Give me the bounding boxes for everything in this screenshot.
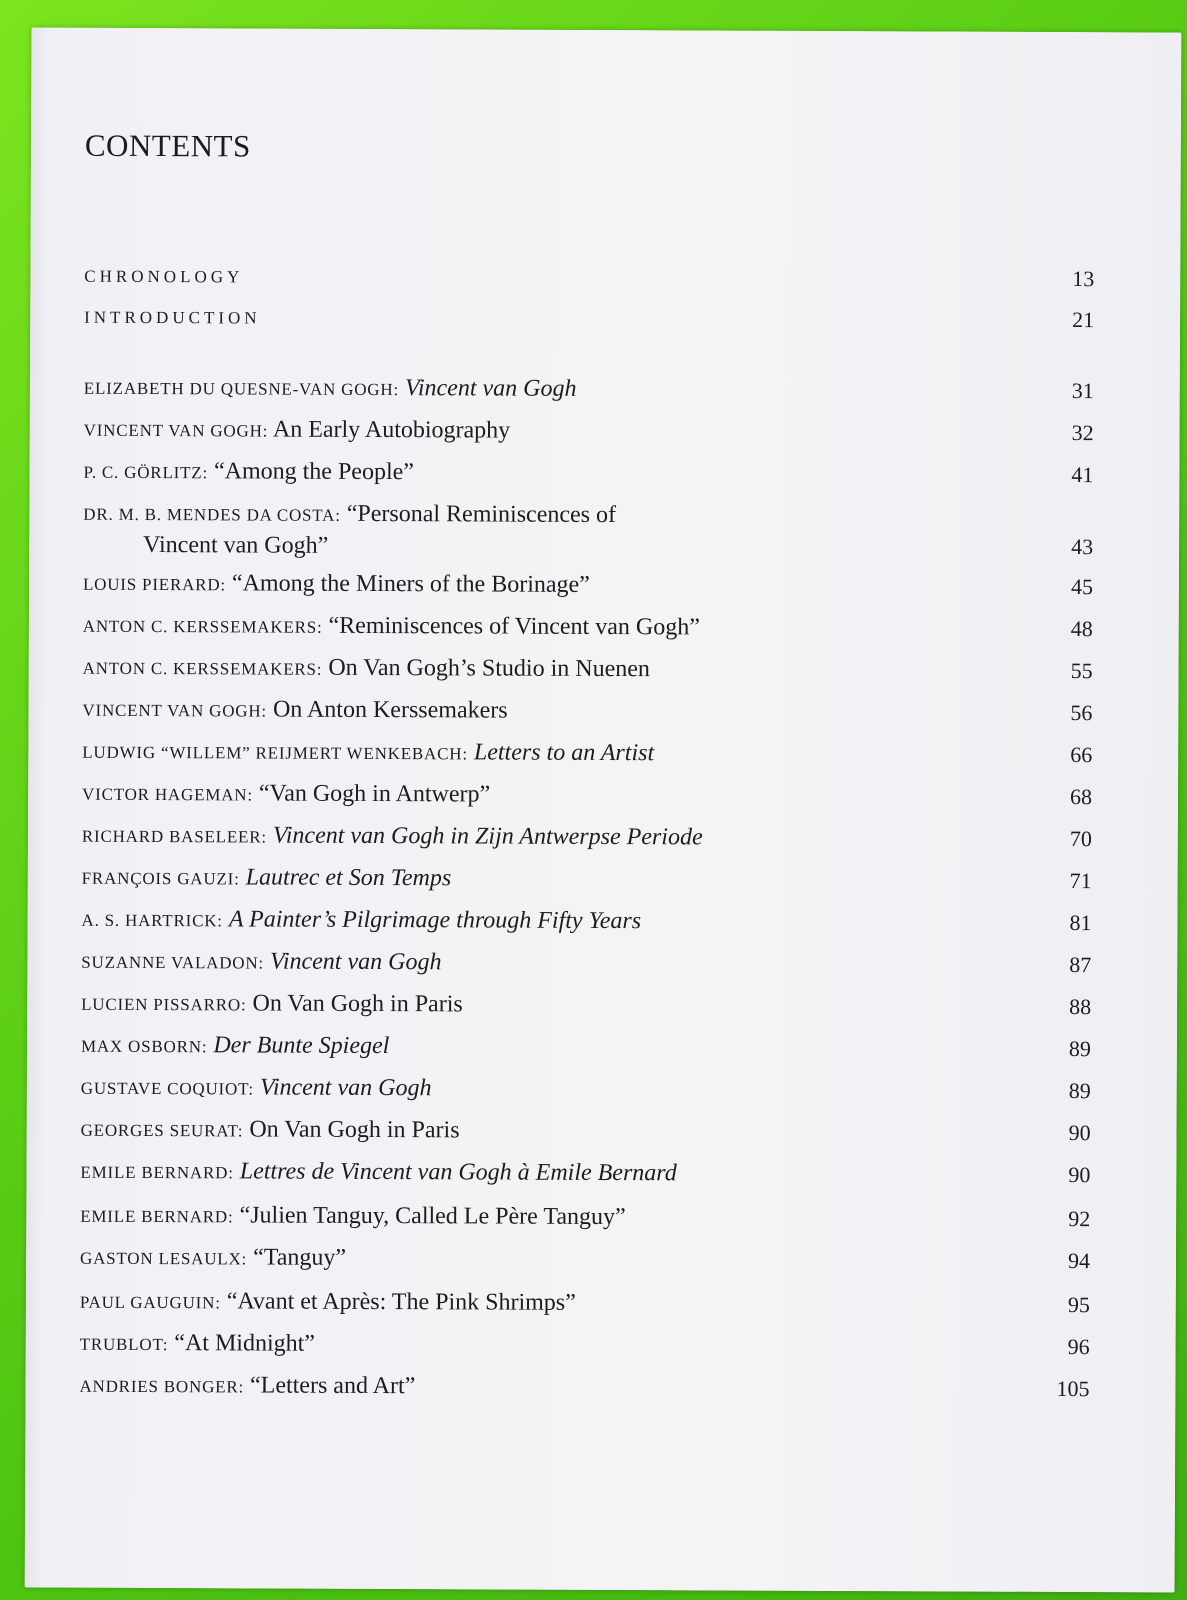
toc-entry	[83, 652, 1093, 688]
entry-author: DR. M. B. MENDES DA COSTA:	[83, 504, 341, 525]
toc-entry	[80, 1200, 1090, 1236]
page-number: 89	[1068, 1078, 1091, 1104]
page-number: 13	[1072, 266, 1095, 292]
entry-title: An Early Autobiography	[272, 416, 511, 444]
entry-author: ANTON C. KERSSEMAKERS:	[82, 658, 323, 679]
page-number: 21	[1072, 307, 1095, 333]
entry-title: “Tanguy”	[253, 1244, 347, 1271]
page-number: 41	[1071, 462, 1094, 488]
entry-author: MAX OSBORN:	[80, 1036, 208, 1057]
entry-title: Lautrec et Son Temps	[245, 864, 452, 892]
entry-title: A Painter’s Pilgrimage through Fifty Years	[228, 906, 642, 935]
entry-title: “Letters and Art”	[249, 1372, 416, 1400]
toc-entry	[83, 498, 1093, 564]
entry-author: VICTOR HAGEMAN:	[82, 784, 253, 805]
page-number: 70	[1069, 826, 1092, 852]
entry-title: Letters to an Artist	[473, 739, 655, 767]
toc-entry	[81, 1114, 1091, 1150]
toc-entry	[84, 372, 1094, 408]
page-number: 31	[1071, 378, 1094, 404]
entry-author: RICHARD BASELEER:	[81, 826, 267, 847]
entry-author: LUCIEN PISSARRO:	[81, 994, 247, 1015]
entry-author: GASTON LESAULX:	[79, 1248, 248, 1269]
toc-entry	[80, 1328, 1090, 1364]
section-label: INTRODUCTION	[84, 307, 261, 328]
toc-entry	[82, 862, 1092, 898]
contents-heading: CONTENTS	[84, 127, 251, 164]
entry-author: LUDWIG “WILLEM” REIJMERT WENKEBACH:	[82, 742, 468, 764]
page-number: 81	[1069, 910, 1092, 936]
entry-title: Vincent van Gogh	[259, 1074, 432, 1102]
entry-title: On Van Gogh’s Studio in Nuenen	[328, 654, 650, 683]
entry-title: “Among the People”	[213, 458, 415, 486]
entry-author: EMILE BERNARD:	[80, 1206, 234, 1227]
entry-title: “Julien Tanguy, Called Le Père Tanguy”	[239, 1202, 626, 1231]
entry-title: “Van Gogh in Antwerp”	[258, 780, 491, 808]
toc-entry	[83, 456, 1093, 492]
entry-author: ANDRIES BONGER:	[79, 1376, 245, 1397]
page-number: 92	[1068, 1206, 1091, 1232]
page-number: 95	[1067, 1292, 1090, 1318]
page-number: 32	[1071, 420, 1094, 446]
toc-entry	[81, 988, 1091, 1024]
entry-title: “Personal Reminiscences of	[346, 500, 617, 529]
page-number: 87	[1069, 952, 1092, 978]
page-number: 90	[1068, 1120, 1091, 1146]
entry-title-continuation: Vincent van Gogh”	[143, 531, 329, 559]
entry-author: LOUIS PIERARD:	[82, 574, 226, 595]
page-number: 71	[1069, 868, 1092, 894]
toc-section-row	[84, 260, 1094, 296]
entry-author: EMILE BERNARD:	[80, 1162, 234, 1183]
page-number: 68	[1070, 784, 1093, 810]
toc-entry	[81, 904, 1091, 940]
entry-title: “At Midnight”	[174, 1330, 316, 1357]
page-number: 88	[1069, 994, 1092, 1020]
page-number: 105	[1056, 1375, 1090, 1402]
toc-entry	[82, 694, 1092, 730]
entry-author: VINCENT VAN GOGH:	[82, 700, 268, 721]
page-number: 48	[1070, 616, 1093, 642]
toc-entry	[83, 568, 1093, 604]
page-number: 94	[1067, 1248, 1091, 1274]
entry-author: A. S. HARTRICK:	[81, 910, 223, 931]
entry-author: VINCENT VAN GOGH:	[83, 420, 269, 441]
toc-section-row	[84, 301, 1094, 337]
entry-author: ELIZABETH DU QUESNE-VAN GOGH:	[83, 378, 400, 400]
entry-author: GEORGES SEURAT:	[80, 1120, 244, 1141]
book-page	[25, 27, 1182, 1592]
toc-entry	[84, 414, 1094, 450]
toc-entry	[82, 778, 1092, 814]
entry-title: Vincent van Gogh	[269, 948, 442, 976]
entry-title: Lettres de Vincent van Gogh à Emile Bernard	[239, 1158, 677, 1187]
entry-author: GUSTAVE COQUIOT:	[80, 1078, 255, 1099]
entry-author: ANTON C. KERSSEMAKERS:	[82, 616, 323, 637]
entry-author: SUZANNE VALADON:	[81, 952, 265, 973]
page-number: 55	[1070, 658, 1093, 684]
toc-entry	[80, 1286, 1090, 1322]
toc-entry	[81, 1072, 1091, 1108]
page-number: 43	[1071, 534, 1094, 560]
entry-title: “Avant et Après: The Pink Shrimps”	[226, 1288, 576, 1316]
entry-title: Vincent van Gogh	[404, 375, 577, 402]
entry-title: On Anton Kerssemakers	[272, 696, 508, 724]
page-number: 56	[1070, 700, 1093, 726]
page-number: 66	[1070, 742, 1093, 768]
entry-title: “Among the Miners of the Borinage”	[231, 570, 590, 598]
page-number: 90	[1068, 1162, 1091, 1188]
entry-title: Der Bunte Spiegel	[213, 1032, 390, 1060]
page-number: 89	[1068, 1036, 1092, 1062]
toc-entry	[81, 1030, 1091, 1066]
page-number: 96	[1067, 1334, 1090, 1360]
toc-entry	[80, 1156, 1090, 1192]
entry-title: Vincent van Gogh in Zijn Antwerpse Periode	[272, 822, 703, 851]
toc-entry	[81, 946, 1091, 982]
toc-entry	[82, 736, 1092, 772]
toc-entry	[79, 1370, 1089, 1406]
entry-author: TRUBLOT:	[79, 1334, 169, 1355]
entry-title: On Van Gogh in Paris	[249, 1116, 460, 1144]
entry-title: “Reminiscences of Vincent van Gogh”	[328, 612, 700, 641]
toc-entry	[82, 820, 1092, 856]
page-number: 45	[1070, 574, 1094, 600]
entry-title: On Van Gogh in Paris	[252, 990, 463, 1018]
entry-author: P. C. GÖRLITZ:	[83, 462, 209, 483]
entry-author: PAUL GAUGUIN:	[79, 1292, 221, 1313]
toc-entry	[83, 610, 1093, 646]
toc-entry	[80, 1242, 1090, 1278]
entry-author: FRANÇOIS GAUZI:	[81, 868, 240, 889]
section-label: CHRONOLOGY	[84, 266, 244, 287]
